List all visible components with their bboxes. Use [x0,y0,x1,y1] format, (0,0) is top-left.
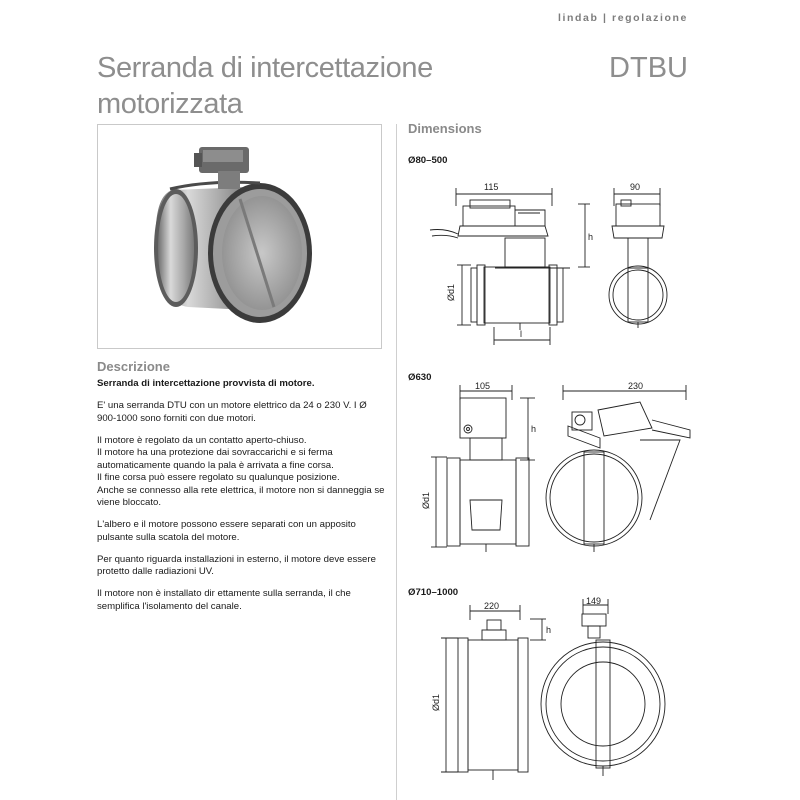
description-paragraph: Il motore non è installato dir ettamente sulla serranda, il che semplifica l'isolamento del canale. [97,588,351,612]
drawing-medium-front [546,385,690,552]
dim-label: h [531,424,537,434]
dimensions-heading: Dimensions [408,121,482,136]
variant-label-small: Ø80–500 [408,155,448,166]
description-heading: Descrizione [97,359,170,374]
dim-label: 90 [630,182,641,192]
drawing-small-side [430,188,590,345]
description-lead: Serranda di intercettazione provvista di motore. [97,378,315,389]
drawing-large-front [541,599,665,776]
dim-label: Ød1 [446,283,456,301]
description-paragraph: Il motore è regolato da un contatto aperto-chiuso. Il motore ha una protezione dai sovraccarichi e si ferma automaticamente quando la pala è arrivata a fine corsa. Il fine corsa può essere regolato su qualunque posizione. Anche se connesso alla rete elettrica, il motore non si danneggia se viene bloccato. [97,434,385,508]
dim-label: Ød1 [431,693,441,711]
header-brand: lindab | regolazione [557,12,688,24]
product-code: DTBU [609,52,688,84]
description-paragraph: Per quanto riguarda installazioni in esterno, il motore deve essere protetto dalle radiazioni UV. [97,553,376,577]
dim-label: 105 [475,381,491,391]
dim-label: h [588,232,594,242]
dim-label: 115 [484,182,499,192]
dim-label: 220 [484,601,500,611]
dim-label: l [520,329,522,339]
title-line-2: motorizzata [97,88,243,120]
drawing-medium-side [431,385,535,552]
title-line-1: Serranda di intercettazione [97,52,433,84]
drawing-large-side [441,605,546,780]
dim-label: h [546,625,552,635]
dim-label: Ød1 [421,491,431,509]
drawing-small-front [609,188,667,328]
dim-label: 149 [586,596,602,606]
dim-label: 230 [628,381,644,391]
variant-label-large: Ø710–1000 [408,587,459,598]
variant-label-medium: Ø630 [408,372,432,383]
description-paragraph: L'albero e il motore possono essere separati con un apposito pulsante sulla scatola del motore. [97,519,356,543]
description-paragraph: E' una serranda DTU con un motore elettrico da 24 o 230 V. I Ø 900-1000 sono forniti con due motori. [97,400,367,424]
